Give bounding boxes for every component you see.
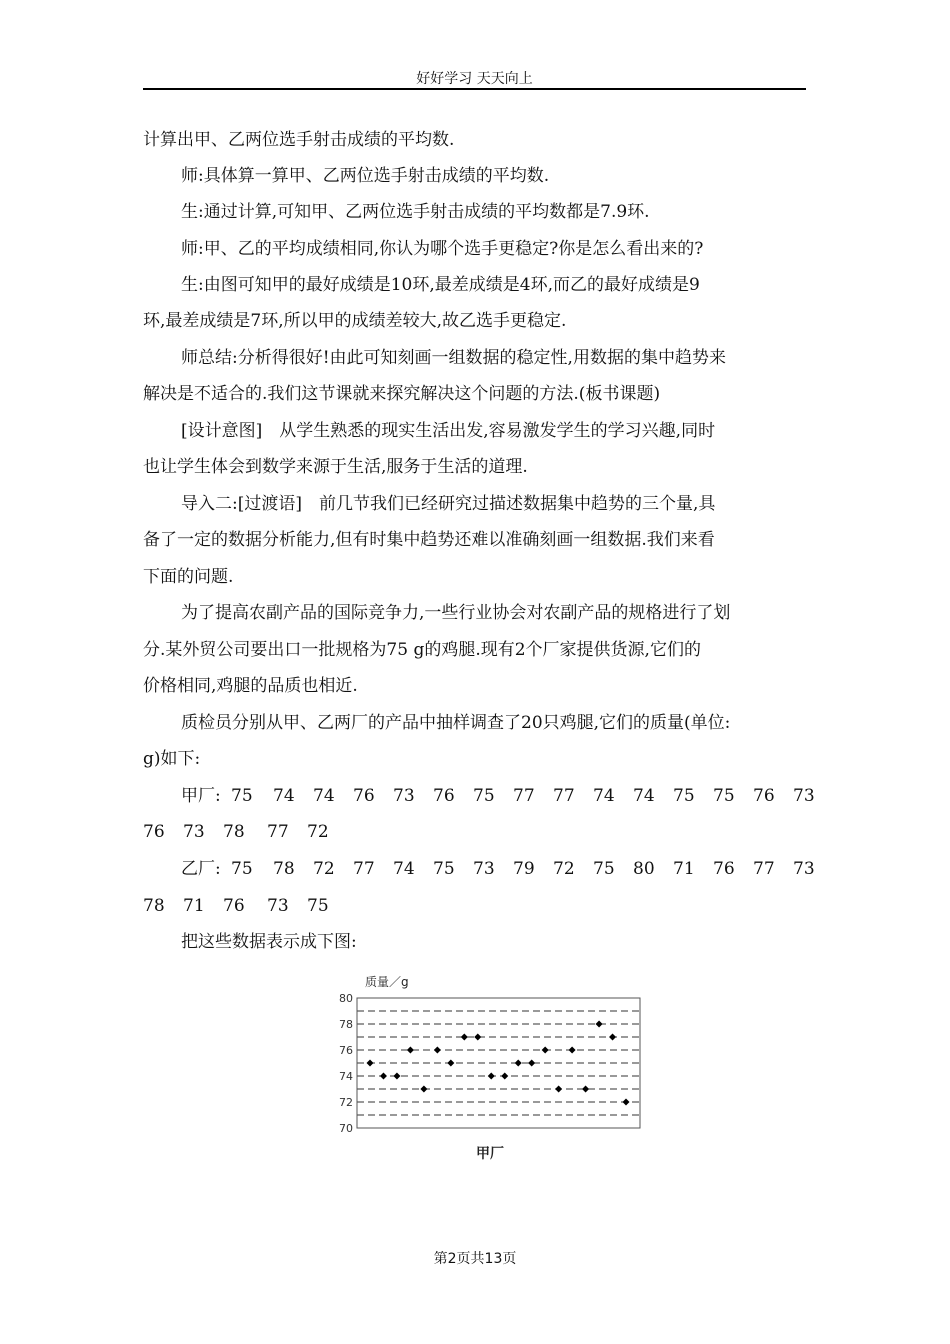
data-point — [555, 1086, 562, 1093]
page-header: 好好学习 天天向上 — [416, 71, 533, 87]
factory-a-value: 77 — [513, 786, 535, 806]
factory-b-value: 75 — [231, 859, 253, 879]
text-line-3: 生:通过计算,可知甲、乙两位选手射击成绩的平均数都是7.9环. — [181, 202, 650, 222]
data-point — [623, 1099, 630, 1106]
text-line-8: 解决是不适合的.我们这节课就来探究解决这个问题的方法.(板书课题) — [143, 384, 661, 404]
factory-a-value: 75 — [231, 786, 253, 806]
factory-a-value: 74 — [593, 786, 615, 806]
text-line-2: 师:具体算一算甲、乙两位选手射击成绩的平均数. — [181, 166, 550, 186]
factory-a-value: 72 — [307, 822, 329, 842]
data-point — [447, 1060, 454, 1067]
text-line-16: 价格相同,鸡腿的品质也相近. — [143, 676, 358, 696]
factory-a-value: 74 — [633, 786, 655, 806]
text-line-9: [设计意图] 从学生熟悉的现实生活出发,容易激发学生的学习兴趣,同时 — [181, 421, 716, 441]
factory-a-value: 76 — [753, 786, 775, 806]
y-tick-label: 78 — [339, 1018, 353, 1031]
factory-b-value: 78 — [143, 896, 165, 916]
data-point — [528, 1060, 535, 1067]
factory-a-value: 74 — [313, 786, 335, 806]
factory-b-value: 71 — [183, 896, 205, 916]
factory-b-value: 74 — [393, 859, 415, 879]
text-line-1: 计算出甲、乙两位选手射击成绩的平均数. — [143, 130, 455, 150]
factory-a-row-2 — [143, 820, 808, 844]
figure-intro: 把这些数据表示成下图: — [181, 932, 357, 952]
data-point — [474, 1034, 481, 1041]
text-line-5: 生:由图可知甲的最好成绩是10环,最差成绩是4环,而乙的最好成绩是9 — [181, 275, 700, 295]
factory-a-value: 77 — [267, 822, 289, 842]
y-tick-label: 76 — [339, 1044, 353, 1057]
text-line-12: 备了一定的数据分析能力,但有时集中趋势还难以准确刻画一组数据.我们来看 — [143, 530, 715, 550]
text-line-17: 质检员分别从甲、乙两厂的产品中抽样调查了20只鸡腿,它们的质量(单位: — [181, 713, 731, 733]
y-axis-label: 质量／g — [365, 975, 409, 989]
factory-a-value: 73 — [793, 786, 815, 806]
data-point — [407, 1047, 414, 1054]
factory-b-value: 73 — [793, 859, 815, 879]
factory-b-value: 77 — [353, 859, 375, 879]
text-line-18: g)如下: — [143, 749, 201, 769]
text-line-13: 下面的问题. — [143, 567, 234, 587]
text-line-15: 分.某外贸公司要出口一批规格为75 g的鸡腿.现有2个厂家提供货源,它们的 — [143, 640, 701, 660]
factory-a-value: 75 — [673, 786, 695, 806]
data-point — [488, 1073, 495, 1080]
text-line-10: 也让学生体会到数学来源于生活,服务于生活的道理. — [143, 457, 528, 477]
text-line-4: 师:甲、乙的平均成绩相同,你认为哪个选手更稳定?你是怎么看出来的? — [181, 239, 704, 259]
data-point — [434, 1047, 441, 1054]
factory-b-value: 73 — [473, 859, 495, 879]
factory-b-value: 71 — [673, 859, 695, 879]
factory-a-value: 76 — [143, 822, 165, 842]
chart-title: 甲厂 — [476, 1146, 504, 1162]
factory-a-value: 73 — [393, 786, 415, 806]
factory-b-label: 乙厂: — [181, 859, 221, 879]
data-point — [461, 1034, 468, 1041]
factory-a-value: 78 — [223, 822, 245, 842]
data-point — [596, 1021, 603, 1028]
factory-b-value: 76 — [223, 896, 245, 916]
factory-a-row-1 — [143, 784, 815, 808]
factory-b-value: 75 — [593, 859, 615, 879]
scatter-chart — [335, 968, 645, 1168]
factory-a-value: 76 — [353, 786, 375, 806]
factory-b-value: 75 — [433, 859, 455, 879]
factory-a-value: 77 — [553, 786, 575, 806]
data-point — [367, 1060, 374, 1067]
factory-b-value: 72 — [313, 859, 335, 879]
text-line-14: 为了提高农副产品的国际竞争力,一些行业协会对农副产品的规格进行了划 — [181, 603, 731, 623]
data-point — [609, 1034, 616, 1041]
data-point — [501, 1073, 508, 1080]
plot-frame — [357, 998, 640, 1128]
data-point — [582, 1086, 589, 1093]
data-point — [420, 1086, 427, 1093]
y-tick-label: 80 — [339, 992, 353, 1005]
factory-b-value: 77 — [753, 859, 775, 879]
y-tick-label: 70 — [339, 1122, 353, 1135]
text-line-6: 环,最差成绩是7环,所以甲的成绩差较大,故乙选手更稳定. — [143, 311, 567, 331]
y-tick-label: 74 — [339, 1070, 353, 1083]
text-line-7: 师总结:分析得很好!由此可知刻画一组数据的稳定性,用数据的集中趋势来 — [181, 348, 726, 368]
factory-b-value: 75 — [307, 896, 329, 916]
factory-a-value: 76 — [433, 786, 455, 806]
header-divider — [143, 88, 806, 90]
data-point — [380, 1073, 387, 1080]
data-point — [569, 1047, 576, 1054]
factory-a-value: 75 — [473, 786, 495, 806]
factory-a-label: 甲厂: — [181, 786, 221, 806]
data-point — [515, 1060, 522, 1067]
factory-b-value: 73 — [267, 896, 289, 916]
factory-b-row-1 — [143, 857, 815, 881]
factory-b-value: 76 — [713, 859, 735, 879]
data-point — [542, 1047, 549, 1054]
factory-b-row-2 — [143, 894, 808, 918]
page-number: 第2页共13页 — [433, 1251, 517, 1267]
factory-a-value: 75 — [713, 786, 735, 806]
text-line-11: 导入二:[过渡语] 前几节我们已经研究过描述数据集中趋势的三个量,具 — [181, 494, 716, 514]
factory-a-value: 73 — [183, 822, 205, 842]
factory-b-value: 79 — [513, 859, 535, 879]
data-point — [393, 1073, 400, 1080]
y-tick-label: 72 — [339, 1096, 353, 1109]
factory-b-value: 72 — [553, 859, 575, 879]
factory-b-value: 78 — [273, 859, 295, 879]
factory-b-value: 80 — [633, 859, 655, 879]
factory-a-value: 74 — [273, 786, 295, 806]
